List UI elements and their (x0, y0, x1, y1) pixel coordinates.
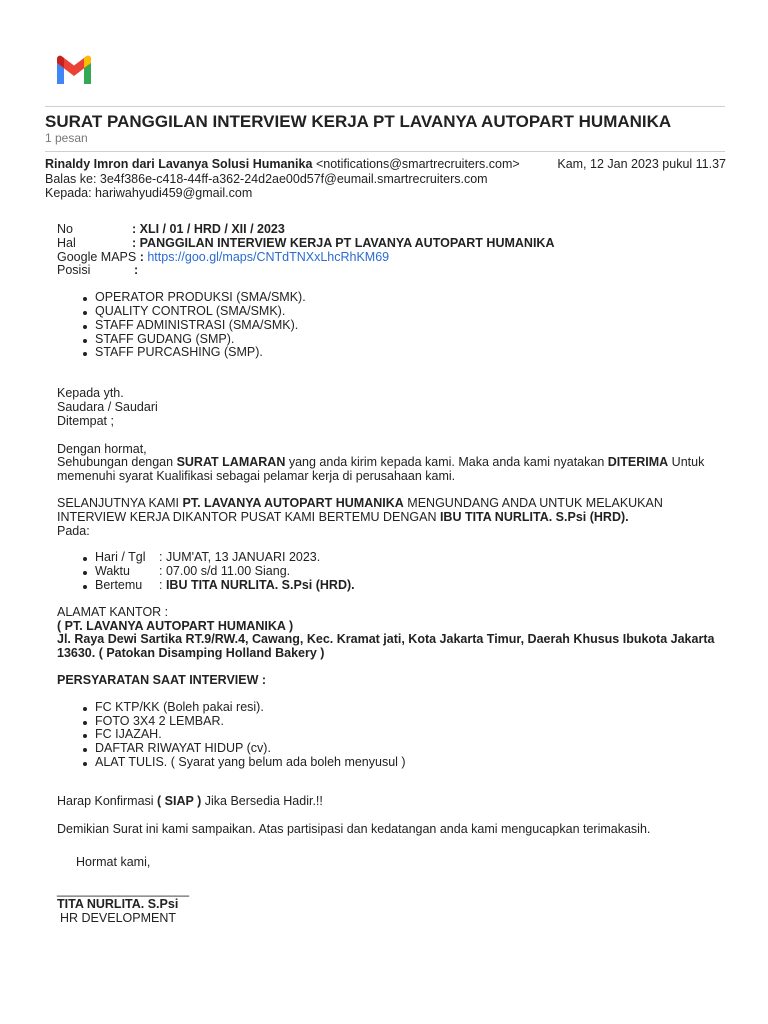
signer-name: TITA NURLITA. S.Psi (57, 896, 179, 911)
gmail-logo-icon (54, 55, 94, 85)
hal-label: Hal (57, 235, 76, 250)
hal-value: : PANGGILAN INTERVIEW KERJA PT LAVANYA AUTOPART HUMANIKA (132, 235, 555, 250)
maps-link[interactable]: https://goo.gl/maps/CNTdTNXxLhcRhKM69 (147, 249, 390, 264)
list-item: STAFF PURCASHING (SMP). (95, 346, 727, 360)
ditempat-line: Ditempat ; (57, 413, 114, 428)
kepada-line: Kepada yth. (57, 386, 124, 401)
message-count: 1 pesan (45, 131, 88, 145)
posisi-row (57, 264, 727, 278)
confirmation-line: Harap Konfirmasi ( SIAP ) Jika Bersedia Hadir.!! (57, 793, 323, 808)
paragraph-1: Sehubungan dengan SURAT LAMARAN yang anda kirim kepada kami. Maka anda kami nyatakan DITERIMA Untuk memenuhi syarat Kualifikasi sebagai pelamar kerja di perusahaan kami. (57, 455, 705, 484)
list-item: DAFTAR RIWAYAT HIDUP (cv). (95, 742, 727, 756)
top-divider (45, 106, 725, 107)
list-item: ALAT TULIS. ( Syarat yang belum ada boleh menyusul ) (95, 756, 727, 770)
letter-hal-row (57, 237, 727, 251)
requirements-list (57, 701, 727, 770)
list-item: FC IJAZAH. (95, 728, 727, 742)
list-item: QUALITY CONTROL (SMA/SMK). (95, 305, 727, 319)
persyaratan-heading: PERSYARATAN SAAT INTERVIEW : (57, 672, 267, 687)
schedule-list (57, 551, 727, 592)
list-item: OPERATOR PRODUKSI (SMA/SMK). (95, 291, 727, 305)
maps-row (57, 251, 727, 265)
signer-title: HR DEVELOPMENT (60, 910, 176, 925)
regards-line: Hormat kami, (76, 855, 151, 870)
alamat-company: ( PT. LAVANYA AUTOPART HUMANIKA ) (57, 618, 294, 633)
pada-label: Pada: (57, 523, 90, 538)
saudara-line: Saudara / Saudari (57, 399, 158, 414)
recipient: Kepada: hariwahyudi459@gmail.com (45, 186, 253, 200)
email-body (57, 223, 727, 925)
list-item: Bertemu : IBU TITA NURLITA. S.Psi (HRD). (95, 579, 727, 593)
email-subject: SURAT PANGGILAN INTERVIEW KERJA PT LAVANYA AUTOPART HUMANIKA (45, 112, 672, 131)
signature-line: ___________________ (57, 883, 190, 898)
paragraph-2: SELANJUTNYA KAMI PT. LAVANYA AUTOPART HUMANIKA MENGUNDANG ANDA UNTUK MELAKUKAN INTERVIEW KERJA DIKANTOR PUSAT KAMI BERTEMU DENGAN IBU TITA NURLITA. S.Psi (HRD). (57, 495, 663, 524)
list-item: FC KTP/KK (Boleh pakai resi). (95, 701, 727, 715)
list-item: STAFF GUDANG (SMP). (95, 333, 727, 347)
subject-divider (45, 151, 725, 152)
posisi-label: Posisi (57, 263, 91, 278)
posisi-colon: : (134, 263, 139, 278)
alamat-address: Jl. Raya Dewi Sartika RT.9/RW.4, Cawang, Kec. Kramat jati, Kota Jakarta Timur, Daerah Khusus Ibukota Jakarta 13630. ( Patokan Disamping Holland Bakery ) (57, 632, 715, 661)
maps-colon: : (139, 249, 144, 264)
salutation: Dengan hormat, (57, 441, 147, 456)
sender-email: <notifications@smartrecruiters.com> (315, 157, 520, 171)
alamat-label: ALAMAT KANTOR : (57, 604, 169, 619)
sender-name[interactable]: Rinaldy Imron dari Lavanya Solusi Humanika (45, 157, 313, 171)
email-header (45, 157, 728, 201)
reply-to: Balas ke: 3e4f386e-c418-44ff-a362-24d2ae00d57f@eumail.smartrecruiters.com (45, 171, 488, 186)
no-value: : XLI / 01 / HRD / XII / 2023 (132, 222, 285, 236)
list-item: Waktu : 07.00 s/d 11.00 Siang. (95, 565, 727, 579)
email-date: Kam, 12 Jan 2023 pukul 11.37 (557, 157, 726, 171)
maps-label: Google MAPS (57, 249, 137, 264)
list-item: FOTO 3X4 2 LEMBAR. (95, 715, 727, 729)
list-item: Hari / Tgl : JUM'AT, 13 JANUARI 2023. (95, 551, 727, 565)
positions-list (57, 291, 727, 360)
closing-line: Demikian Surat ini kami sampaikan. Atas partisipasi dan kedatangan anda kami mengucapkan terimakasih. (57, 821, 651, 836)
list-item: STAFF ADMINISTRASI (SMA/SMK). (95, 319, 727, 333)
letter-no-row (57, 223, 727, 237)
no-label: No (57, 222, 73, 236)
